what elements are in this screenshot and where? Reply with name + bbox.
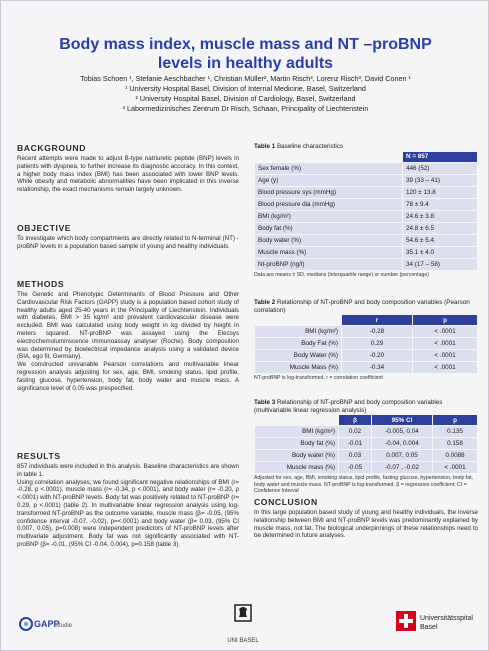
background-text: Recent attempts were made to adjust B-type natriuretic peptide (BNP) levels in patients with dyspnea, to further increase its diagnostic accuracy. In this context, a higher body mass index (BMI) has been associated with lower BNP levels. While obesity and metabolic abnormalities have been implicated in this inverse relationship, the exact mechanisms remain largely unknown. [17,155,239,194]
methods-section [17,279,239,392]
table-cell-value: 24.6 ± 3.8 [403,211,477,222]
gapp-logo-icon [19,612,79,636]
table-cell-label: Body water (%) [255,450,338,461]
conclusion-text: In this large population based study of young and healthy individuals, the inverse relationship between BMI and NT-proBNP levels was predominantly explained by muscle mass, not fat. The biological underpinnings of these relationships need to be determined in future analyses. [254,509,478,540]
background-heading: BACKGROUND [17,143,87,153]
table-cell-p: 0.135 [433,426,477,437]
table-cell-value: 39 (33 – 41) [403,175,477,186]
author-list: Tobias Schoen ¹, Stefanie Aeschbacher ¹, Christian Müller², Martin Risch³, Lorenz Risch³, David Conen ¹ [80,74,411,83]
table-cell-label: Sex female (%) [255,163,402,174]
table-cell-value: 35.1 ± 4.0 [403,247,477,258]
methods-paragraph-1: The Genetic and Phenotypic Determinants of Blood Pressure and Other Cardiovascular Risk Factors (GAPP) study is a population based cohort study of healthy adults aged 25-40 years in the Principality of Liechtenstein. Individuals with diabetes, BMI > 35 kg/m² and prevalent cardiovascular disease were excluded. BMI was calculated using body weight in kg divided by height in meters squared. NT-proBNP was assayed using the Elecsys electrochemoluminscence immunoassay analyser (Roche). Body composition was determined by bioelectrical impedance analysis using a validated device (BIA, ego fit, Germany). [17,291,239,361]
table-3-caption: Table 3 Relationship of NT-proBNP and body composition variables (multivariable linear regression analysis) [254,399,443,414]
table-row [255,187,477,198]
table-cell-p: 0.0088 [433,450,477,461]
table-cell-ci: 0.007, 0.05 [372,450,432,461]
table-cell-label: Muscle Mass (%) [255,362,341,373]
table-cell-label: Blood pressure dia (mmHg) [255,199,402,210]
table-cell-label: Blood pressure sys (mmHg) [255,187,402,198]
footer [1,597,489,647]
table-cell-r: -0.28 [342,326,412,337]
table-3-body [255,426,477,473]
table-cell-value: 24.8 ± 6.5 [403,223,477,234]
affiliation-2: ² University Hospital Basel, Division of Cardiology, Basel, Switzerland [135,94,356,103]
table-1-caption: Table 1 Baseline characteristics [254,143,344,150]
table-3-header-ci: 95% CI [372,415,432,425]
results-paragraph-2: Using correlation analyses, we found significant negative relationships of BMI (r= -0.28, p <.0001), muscle mass (r= -0.34, p <.0001), and body water (r= -0.20, p <.0001) with NT-proBNP levels. Body fat was positively related to NT-proBNP (r= 0.29, p <.0001) (table 2). In multivariable linear regression analysis using log-transformed NT-proBNP as the outcome variable, muscle mass (β= -0.05, (95% confidence interval -0.07, -0.02), p=<.0001) and body water (β= 0.03, (95% CI 0.007, 0.05), p=0.008) were independent predictors of NT-proBNP levels after multivariate adjustment. Body fat was not significantly associated with NT-proBNP (β= -0.01, (95% CI -0.04, 0.004), p=0.158 (table 3). [17,478,239,548]
table-1-note: Data are means ± SD, medians (interquartile range) or number (percentage) [254,271,429,278]
table-cell-label: Nt-proBNP (ng/l) [255,259,402,270]
table-2-body [255,326,477,373]
table-cell-label: BMI (kg/m²) [255,211,402,222]
results-heading: RESULTS [17,451,61,461]
table-row [255,450,477,461]
table-row [255,426,477,437]
methods-heading: METHODS [17,279,65,289]
table-cell-label: BMI (kg/m²) [255,426,338,437]
table-cell-ci: -0.005, 0.04 [372,426,432,437]
table-2-header-p: p [413,315,477,325]
table-1-header: N = 857 [403,152,477,162]
table-cell-beta: 0.03 [339,450,371,461]
methods-text [17,291,239,392]
results-section [17,451,239,549]
table-row [255,259,477,270]
table-row [255,326,477,337]
table-cell-label: Body water (%) [255,235,402,246]
table-row [255,247,477,258]
table-row [255,235,477,246]
table-cell-value: 54.6 ± 5.4 [403,235,477,246]
table-cell-p: < .0001 [413,338,477,349]
table-cell-label: BMI (kg/m²) [255,326,341,337]
table-cell-value: 120 ± 13.8 [403,187,477,198]
affiliation-3: ³ Labormedizinisches Zentrum Dr Risch, Schaan, Principality of Liechtenstein [122,104,369,113]
table-1-body [255,163,477,270]
unibas-seal-icon [223,601,263,633]
table-3-note: Adjusted for sex, age, BMI, smoking status, lipid profile, fasting glucose, hypertension, body fat, body water and muscle mass. NT-proBNP is log-transformed. β = regression coefficient; CI = Confidence Interval [254,475,473,494]
table-cell-r: -0.20 [342,350,412,361]
table-row [255,223,477,234]
table-cell-p: < .0001 [413,362,477,373]
table-row [255,462,477,473]
table-cell-label: Muscle mass (%) [255,247,402,258]
table-cell-label: Muscle mass (%) [255,462,338,473]
table-row [255,338,477,349]
table-cell-label: Body Fat (%) [255,338,341,349]
usb-logo-text-2: Basel [420,624,438,631]
objective-text: To investigate which body compartments are directly related to N-terminal (NT) - proBNP levels in a population based sample of young and healthy individuals. [17,235,239,250]
table-cell-r: -0.34 [342,362,412,373]
table-cell-beta: -0.05 [339,462,371,473]
gapp-logo [19,612,79,636]
table-row [255,199,477,210]
table-cell-beta: 0.02 [339,426,371,437]
poster-title [1,35,489,73]
table-cell-label: Body Water (%) [255,350,341,361]
title-line-1: Body mass index, muscle mass and NT –proBNP [59,36,432,53]
table-cell-p: < .0001 [433,462,477,473]
table-row [255,438,477,449]
conclusion-heading: CONCLUSION [254,497,318,507]
table-3 [254,414,478,474]
affiliation-1: ¹ University Hospital Basel, Division of Internal Medicine, Basel, Switzerland [125,84,366,93]
table-cell-ci: -0.04, 0.004 [372,438,432,449]
table-row [255,211,477,222]
table-cell-label: Body fat (%) [255,223,402,234]
background-section [17,143,239,194]
usb-logo [394,607,479,637]
table-row [255,163,477,174]
author-block [1,74,489,114]
unibas-logo [223,601,263,643]
table-cell-value: 34 (17 – 58) [403,259,477,270]
usb-cross-icon [394,607,479,637]
objective-heading: OBJECTIVE [17,223,72,233]
table-cell-p: < .0001 [413,326,477,337]
gapp-logo-text: GAPP [34,619,60,629]
results-text [17,463,239,549]
table-cell-value: 78 ± 9.4 [403,199,477,210]
unibas-logo-text: UNI BASEL [227,638,259,644]
conclusion-section [254,497,478,540]
table-cell-ci: -0.07 , -0.02 [372,462,432,473]
table-2-block [254,299,478,382]
results-paragraph-1: 857 individuals were included in this analysis. Baseline characteristics are shown in table 1. [17,463,239,478]
table-2-caption: Table 2 Relationship of NT-proBNP and body composition variables (Pearson correlation) [254,299,470,314]
table-2 [254,314,478,374]
table-1-block [254,143,478,278]
table-cell-p: < .0001 [413,350,477,361]
gapp-logo-subtext: studie [56,623,73,629]
table-cell-p: 0.158 [433,438,477,449]
usb-logo-text-1: Universitätsspital [420,615,473,622]
table-cell-label: Age (y) [255,175,402,186]
title-line-2: levels in healthy adults [157,55,334,72]
table-3-block [254,399,478,494]
table-2-note: NT-proBNP is log-transformed. r = correlation coefficient [254,375,383,382]
table-cell-beta: -0.01 [339,438,371,449]
table-row [255,175,477,186]
table-row [255,362,477,373]
table-cell-r: 0.29 [342,338,412,349]
methods-paragraph-2: We constructed univariable Pearson correlations and multivariable linear regression analysis adjusting for sex, age, BMI, smoking status, lipid profile, fasting glucose, hypertension, body fat, body water and muscle mass. A significance level of 0.05 was prespecified. [17,361,239,392]
table-1 [254,151,478,271]
table-3-header-beta: β [339,415,371,425]
table-cell-label: Body fat (%) [255,438,338,449]
table-2-header-r: r [342,315,412,325]
table-cell-value: 446 (52) [403,163,477,174]
table-row [255,350,477,361]
table-3-header-p: p [433,415,477,425]
objective-section [17,223,239,251]
